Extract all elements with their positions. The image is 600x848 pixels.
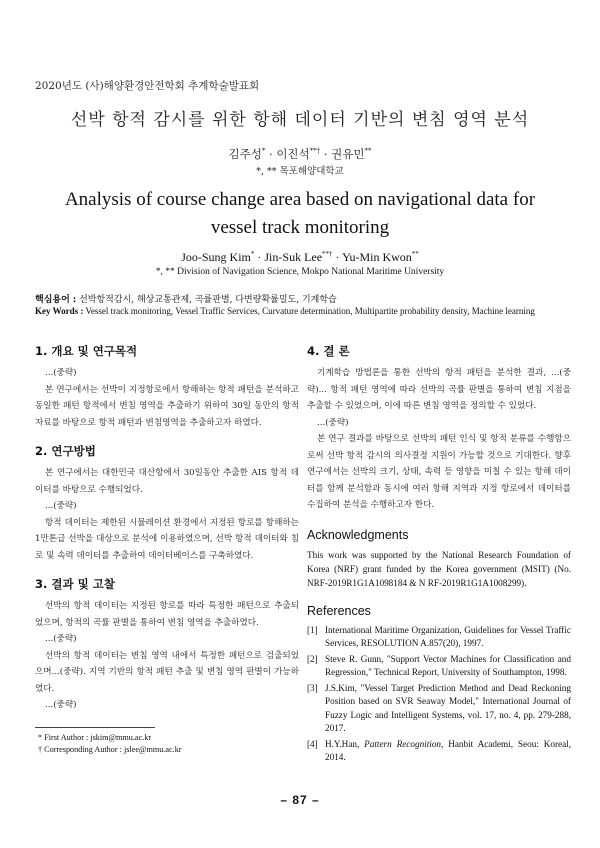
author-3-name: 권유민 <box>331 147 365 161</box>
acknowledgments-text: This work was supported by the National Research Foundation of Korea (NRF) grant funded by the Korea government (MSIT) (No. NRF-2019R1G1A1098184 & N RF-2019R1G1A1008299). <box>307 549 571 588</box>
reference-number: [2] <box>307 653 318 664</box>
reference-number: [1] <box>307 624 318 635</box>
paragraph: 본 연구에서는 선박이 지정항로에서 항해하는 항적 패턴을 분석하고 동일한 패턴 항적에서 변침 영역을 추출하기 위하여 30일 동안의 항적 자료를 바탕으로 항적 패턴과 변침영역을 추출하고자 하였다. <box>35 384 299 428</box>
keywords-english <box>35 306 575 316</box>
author-1-name: Joo-Sung Kim <box>181 250 251 264</box>
keywords-label: 핵심용어 : <box>35 295 77 305</box>
keywords-text: 선박항적감시, 해상교통관제, 곡률판별, 다변량확률밀도, 기계학습 <box>76 295 337 305</box>
left-column <box>35 335 299 714</box>
author-separator: · <box>265 147 277 161</box>
author-3-mark: ** <box>364 147 372 156</box>
paragraph: 본 연구 결과를 바탕으로 선박의 패턴 인식 및 항적 분류를 수행함으로써 선박 항적 감시의 의사결정 지원이 가능할 것으로 기대한다. 향후 연구에서는 선박의 크기, 상태, 속력 등 영향을 미칠 수 있는 항해 데이터를 함께 분석함과 동시에 여러 항해 지역과 지정 항로에서 데이터를 수집하여 분석을 수행하고자 한다. <box>307 434 571 510</box>
paragraph: ...(중략) <box>45 700 77 710</box>
reference-text: , Hanbit Academi, Seou: Koreal, 2014. <box>325 738 572 762</box>
footnote-corresponding-author <box>38 745 182 754</box>
keywords-label: Key Words : <box>35 306 84 316</box>
paragraph: ...(중략) <box>45 368 77 378</box>
reference-text: H.Y.Han, <box>325 738 365 749</box>
right-column <box>307 335 571 767</box>
section-heading-overview: 1. 개요 및 연구목적 <box>35 344 138 358</box>
reference-text: Steve R. Gunn, "Support Vector Machines for Classification and Regression," Technical Report, University of Southampton, 1998. <box>325 653 571 677</box>
reference-number: [4] <box>307 738 318 749</box>
footnote-text: First Author : jskim@mmu.ac.kr <box>42 733 152 742</box>
paragraph: ...(중략) <box>45 501 77 511</box>
paragraph: 기계학습 방법론을 통한 선박의 항적 패턴을 분석한 결과, ...(중략)... 항적 패턴 영역에 따라 선박의 곡률 판별을 통하여 변침 지점을 추출할 수 있었으며, 이에 따른 변침 영역을 정의할 수 있었다. <box>307 368 571 411</box>
paragraph: 선박의 항적 데이터는 지정된 항로를 따라 특정한 패턴으로 추출되었으며, 항적의 곡률 판별을 통하여 변침 영역을 추출하였다. <box>35 601 299 628</box>
author-separator: · <box>332 250 343 264</box>
section-heading-conclusion: 4. 결 론 <box>307 344 350 358</box>
reference-book-title: Pattern Recognition <box>364 738 442 749</box>
paragraph: 본 연구에서는 대한민국 대산항에서 30일동안 추출한 AIS 항적 데이터를 바탕으로 수행되었다. <box>35 468 299 495</box>
author-separator: · <box>254 250 265 264</box>
paragraph: ...(중략) <box>45 634 77 644</box>
authors-english <box>0 250 600 265</box>
reference-text: J.S.Kim, "Vessel Target Prediction Method and Dead Reckoning Position based on SVR Seaway Model," International Journal of Fuzzy Logic and Intelligent Systems, vol. 17, no. 4, pp. 279-288, 2017. <box>325 682 571 733</box>
affiliation-korean: *, ** 목포해양대학교 <box>256 166 344 177</box>
section-heading-results: 3. 결과 및 고찰 <box>35 577 115 591</box>
footnote-text: Corresponding Author : jslee@mmu.ac.kr <box>42 745 182 754</box>
reference-item <box>307 738 571 765</box>
authors-korean <box>0 146 600 162</box>
reference-number: [3] <box>307 682 318 693</box>
author-2-name: Jin-Suk Lee <box>264 250 323 264</box>
paper-title-korean: 선박 항적 감시를 위한 항해 데이터 기반의 변침 영역 분석 <box>70 110 530 130</box>
section-heading-methods: 2. 연구방법 <box>35 444 96 458</box>
section-heading-references: References <box>307 603 371 618</box>
paper-title-english: Analysis of course change area based on navigational data for vessel track monitoring <box>64 189 536 238</box>
reference-item <box>307 653 571 680</box>
keywords-korean <box>35 292 575 305</box>
author-1-mark: * <box>261 147 266 156</box>
section-heading-acknowledgments: Acknowledgments <box>307 527 409 542</box>
reference-item <box>307 624 571 651</box>
page-number: – 87 – <box>280 793 320 807</box>
keywords-text: Vessel track monitoring, Vessel Traffic Services, Curvature determination, Multipartite probability density, Machine learning <box>83 306 535 316</box>
author-2-mark: **† <box>322 250 333 258</box>
footnote-first-author <box>38 733 151 742</box>
author-2-name: 이진석 <box>276 147 310 161</box>
reference-text: International Maritime Organization, Guidelines for Vessel Traffic Services, RESOLUTION A.857(20), 1997. <box>325 624 571 648</box>
reference-item <box>307 682 571 736</box>
conference-header: 2020년도 (사)해양환경안전학회 추계학술발표회 <box>35 80 260 92</box>
footnote-mark: * <box>38 733 43 742</box>
author-3-mark: ** <box>411 250 419 258</box>
author-2-mark: **† <box>309 147 321 156</box>
author-1-name: 김주성 <box>228 147 262 161</box>
footnote-divider <box>35 727 155 728</box>
paragraph: 항적 데이터는 제한된 시뮬레이션 환경에서 지정된 항로를 항해하는 1만톤급 선박을 대상으로 분석에 이용하였으며, 선박 항적 데이터와 침로 및 속력 데이터를 추출하여 데이터베이스를 구축하였다. <box>35 517 299 561</box>
affiliation-english: *, ** Division of Navigation Science, Mokpo National Maritime University <box>155 267 445 277</box>
paragraph: ...(중략) <box>317 417 349 428</box>
paragraph: 선박의 항적 데이터는 변침 영역 내에서 특정한 패턴으로 검출되었으며...(중략). 지역 기반의 항적 패턴 추출 및 변침 영역 판별이 가능하였다. <box>35 650 299 694</box>
footnote-mark: † <box>38 745 43 754</box>
author-separator: · <box>320 147 332 161</box>
author-1-mark: * <box>250 250 255 258</box>
author-3-name: Yu-Min Kwon <box>342 250 412 264</box>
